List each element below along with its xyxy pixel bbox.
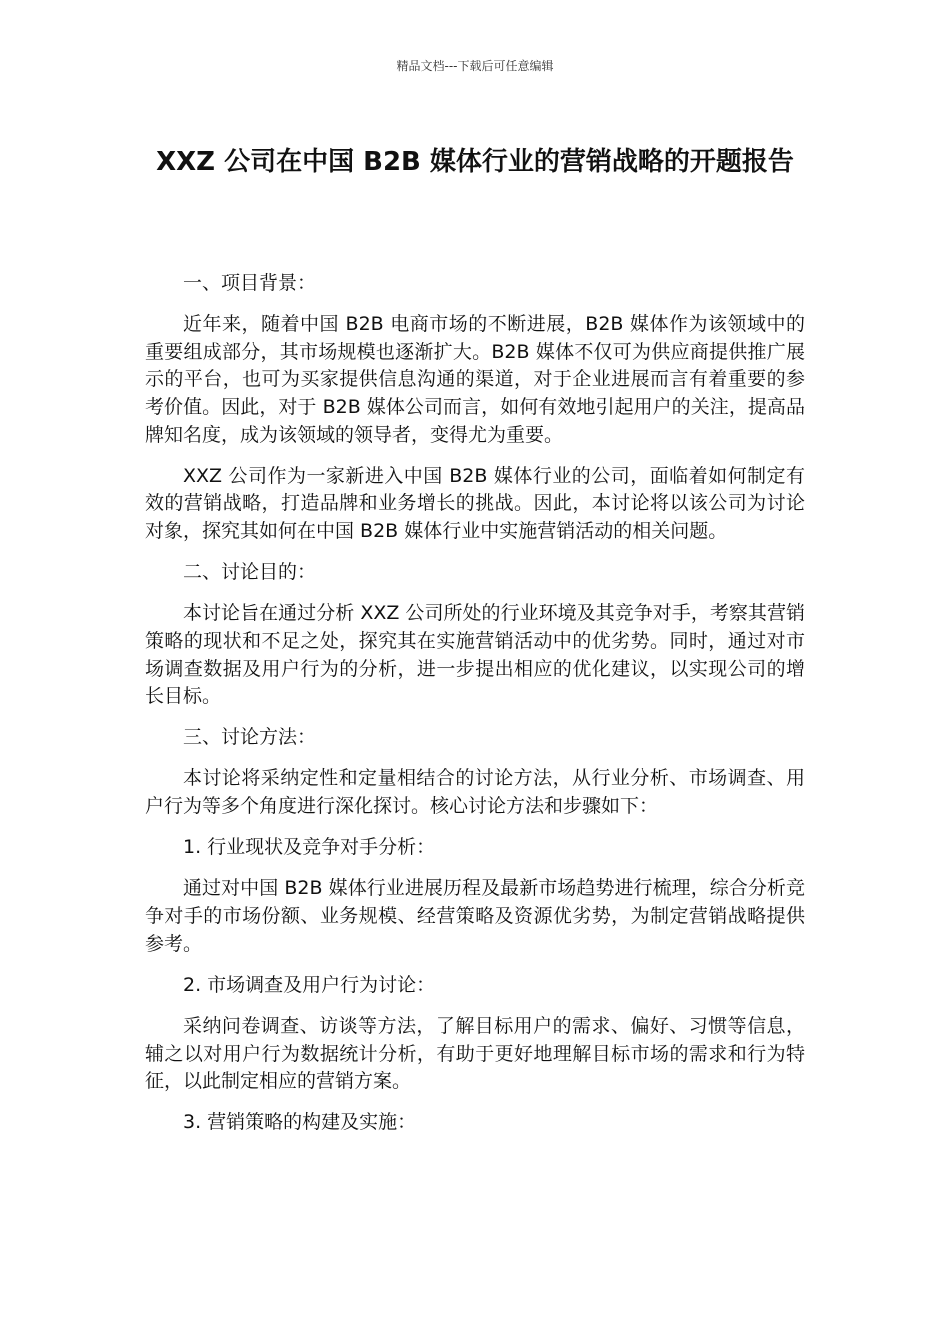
paragraph: 通过对中国 B2B 媒体行业进展历程及最新市场趋势进行梳理，综合分析竞争对手的市场份额、业务规模、经营策略及资源优劣势，为制定营销战略提供参考。 [145, 877, 805, 955]
section-heading: 一、项目背景： [183, 272, 317, 294]
paragraph: 本讨论旨在通过分析 XXZ 公司所处的行业环境及其竞争对手，考察其营销策略的现状和不足之处，探究其在实施营销活动中的优劣势。同时，通过对市场调查数据及用户行为的分析，进一步提出相应的优化建议，以实现公司的增长目标。 [145, 602, 805, 708]
section-heading: 三、讨论方法： [183, 726, 317, 749]
paragraph: 采纳问卷调查、访谈等方法，了解目标用户的需求、偏好、习惯等信息，辅之以对用户行为数据统计分析，有助于更好地理解目标市场的需求和行为特征，以此制定相应的营销方案。 [145, 1015, 805, 1093]
subsection-heading: 2. 市场调查及用户行为讨论： [183, 973, 436, 996]
subsection-heading: 3. 营销策略的构建及实施： [183, 1111, 417, 1134]
section-heading: 二、讨论目的： [183, 561, 317, 584]
page-header: 精品文档---下载后可任意编辑 [396, 59, 554, 73]
paragraph: 近年来，随着中国 B2B 电商市场的不断进展，B2B 媒体作为该领域中的重要组成部分，其市场规模也逐渐扩大。B2B 媒体不仅可为供应商提供推广展示的平台，也可为买家提供信息沟通的渠道，对于企业进展而言有着重要的参考价值。因此，对于 B2B 媒体公司而言，如何有效地引起用户的关注，提高品牌知名度，成为该领域的领导者，变得尤为重要。 [145, 313, 805, 446]
document-body [145, 270, 805, 1151]
document-title: XXZ 公司在中国 B2B 媒体行业的营销战略的开题报告 [156, 147, 794, 177]
paragraph: XXZ 公司作为一家新进入中国 B2B 媒体行业的公司，面临着如何制定有效的营销战略，打造品牌和业务增长的挑战。因此，本讨论将以该公司为讨论对象，探究其如何在中国 B2B 媒体行业中实施营销活动的相关问题。 [145, 464, 805, 542]
subsection-heading: 1. 行业现状及竞争对手分析： [183, 836, 436, 859]
paragraph: 本讨论将采纳定性和定量相结合的讨论方法，从行业分析、市场调查、用户行为等多个角度进行深化探讨。核心讨论方法和步骤如下： [145, 767, 805, 818]
